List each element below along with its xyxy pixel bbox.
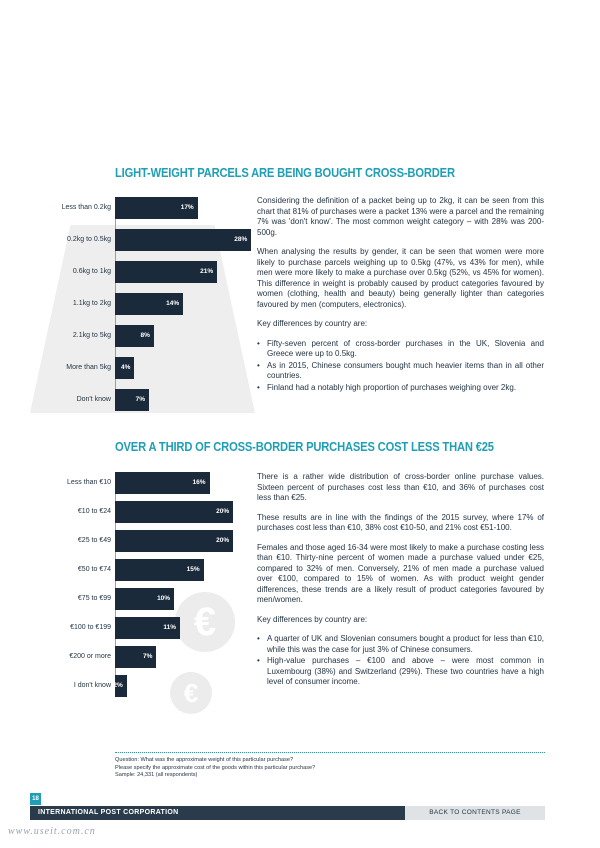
footer-org-name: INTERNATIONAL POST CORPORATION	[38, 809, 179, 816]
section2-paragraph: Key differences by country are:	[257, 614, 368, 624]
bar	[115, 530, 233, 552]
category-label: €50 to €74	[77, 566, 111, 573]
value-label: 8%	[140, 332, 150, 339]
chart-row	[30, 357, 250, 379]
chart-row	[30, 675, 250, 697]
chart-row	[30, 229, 250, 251]
back-to-contents-link[interactable]: BACK TO CONTENTS PAGE	[405, 806, 545, 820]
value-label: 20%	[216, 537, 230, 544]
bar	[115, 646, 156, 668]
section1-bullet: • Finland had a notably high proportion of purchases weighing over 2kg.	[257, 383, 544, 394]
category-label: €200 or more	[69, 653, 111, 660]
value-label: 2%	[113, 682, 123, 689]
bar	[115, 229, 251, 251]
category-label: €10 to €24	[77, 508, 111, 515]
chart-row	[30, 325, 250, 347]
weight-bar-chart	[30, 197, 250, 415]
chart-row	[30, 588, 250, 610]
value-label: 7%	[142, 653, 153, 660]
chart-row	[30, 197, 250, 219]
section1-paragraph: Key differences by country are:	[257, 319, 368, 328]
section1-text	[257, 196, 544, 394]
category-label: Less than €10	[67, 479, 111, 486]
category-label: Don't know	[76, 396, 111, 403]
chart-row	[30, 472, 250, 494]
section2-bullet: • A quarter of UK and Slovenian consumers bought a product for less than €10, while this was the case for just 3% of Chinese consumers.	[257, 634, 544, 655]
section2-bullet-list	[257, 634, 544, 688]
footnote-divider	[115, 752, 545, 753]
chart-row	[30, 617, 250, 639]
bar	[115, 293, 183, 315]
section1-bullet: • Fifty-seven percent of cross-border purchases in the UK, Slovenia and Greece were up to 0.5kg.	[257, 339, 544, 360]
footnote-line: Please specify the approximate cost of the goods within this particular purchase?	[115, 764, 316, 771]
category-label: €100 to €199	[70, 624, 111, 631]
section2-paragraph: Females and those aged 16-34 were most likely to make a purchase costing less than €10. Thirty-nine percent of women made a purchase valued under €25, compared to 32% of men. Conversely, 21% of men made a purchase valued over €100, compared to 15% of women. As with product weight gender differences, these trends are a likely result of product categories favoured by men/women.	[257, 542, 544, 604]
chart-row	[30, 559, 250, 581]
euro-coin-icon: €	[175, 592, 235, 652]
category-label: €25 to €49	[77, 537, 111, 544]
value-label: 10%	[157, 595, 171, 602]
category-label: Less than 0.2kg	[61, 204, 111, 211]
chart-row	[30, 293, 250, 315]
category-label: €75 to €99	[77, 595, 111, 602]
value-label: 17%	[180, 204, 194, 211]
section1-title: LIGHT-WEIGHT PARCELS ARE BEING BOUGHT CROSS-BORDER	[115, 165, 455, 180]
footnote	[115, 757, 315, 780]
value-label: 20%	[216, 508, 230, 515]
category-label: 2.1kg to 5kg	[72, 332, 111, 339]
bar	[115, 559, 204, 581]
section2-paragraph: There is a rather wide distribution of cross-border online purchase values. Sixteen percent of purchases cost less than €10, and 36% of purchases cost less than €25.	[257, 472, 544, 502]
footnote-line: Sample: 24,331 (all respondents)	[115, 772, 198, 779]
category-label: More than 5kg	[66, 364, 111, 371]
value-label: 7%	[135, 396, 146, 403]
bar	[115, 261, 217, 283]
section1-bullet: • As in 2015, Chinese consumers bought much heavier items than in all other countries.	[257, 361, 544, 382]
section2-bullet: • High-value purchases – €100 and above – were most common in Luxembourg (38%) and Switzerland (29%). These two countries have a high level of consumer income.	[257, 656, 544, 688]
bar	[115, 389, 149, 411]
bar	[115, 501, 233, 523]
watermark: www.useit.com.cn	[8, 826, 96, 837]
section1-bullet-list	[257, 339, 544, 394]
bar	[115, 472, 210, 494]
value-label: 21%	[200, 268, 214, 275]
section1-paragraph: Considering the definition of a packet being up to 2kg, it can be seen from this chart that 81% of purchases were a packet 13% were a parcel and the remaining 7% was 'don't know'. The most common weight category – with 28% was 200-500g.	[257, 196, 544, 237]
chart-row	[30, 530, 250, 552]
category-label: 0.6kg to 1kg	[72, 268, 111, 275]
value-label: 15%	[186, 566, 200, 573]
bar	[115, 588, 174, 610]
chart-row	[30, 501, 250, 523]
page-number: 18	[30, 793, 41, 805]
category-label: 1.1kg to 2kg	[72, 300, 111, 307]
category-label: 0.2kg to 0.5kg	[67, 236, 111, 243]
bar	[115, 617, 180, 639]
bar	[115, 325, 154, 347]
value-label: 4%	[121, 364, 131, 371]
bar	[115, 675, 127, 697]
footer-bar	[30, 806, 545, 820]
footnote-line: Question: What was the approximate weight of this particular purchase?	[115, 757, 294, 763]
section2-text	[257, 472, 544, 689]
value-label: 28%	[234, 236, 248, 243]
section2-paragraph: These results are in line with the findings of the 2015 survey, where 17% of purchases cost less than €10, 38% cost €10-50, and 21% cost €51-100.	[257, 512, 544, 532]
euro-coin-icon: €	[170, 672, 212, 714]
cost-bar-chart	[30, 472, 250, 708]
section2-title: OVER A THIRD OF CROSS-BORDER PURCHASES COST LESS THAN €25	[115, 439, 494, 454]
chart-row	[30, 261, 250, 283]
value-label: 14%	[166, 300, 180, 307]
chart-row	[30, 389, 250, 411]
weight-background-shape	[30, 225, 255, 413]
section1-paragraph: When analysing the results by gender, it can be seen that women were more likely to purchase parcels weighing up to 0.5kg (47%, vs 43% for men), while men were more likely to make a purchase over 0.5kg (52%, vs 45% for women). This difference in weight is probably caused by product categories favoured by women (clothing, health and beauty) being generally lighter than categories favoured by men (computers, electronics).	[257, 247, 544, 309]
value-label: 11%	[163, 624, 176, 631]
bar	[115, 197, 198, 219]
bar	[115, 357, 134, 379]
chart-row	[30, 646, 250, 668]
category-label: I don't know	[73, 682, 111, 689]
value-label: 16%	[192, 479, 206, 486]
